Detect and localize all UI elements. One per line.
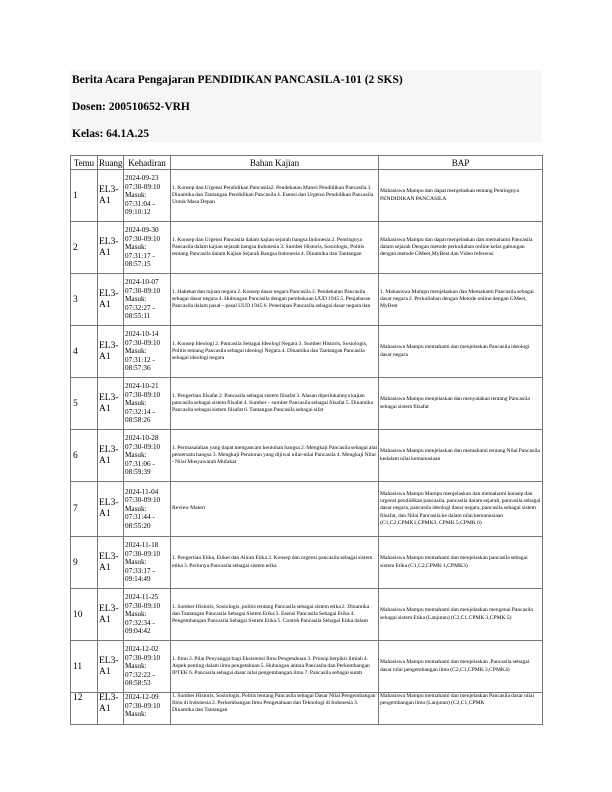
- kehadiran-hadir: 07:33:17 - 09:14:49: [125, 566, 155, 584]
- kehadiran-jam: 07:30-09:10: [125, 286, 161, 295]
- course-title: Berita Acara Pengajaran PENDIDIKAN PANCASILA-101 (2 SKS): [72, 74, 403, 86]
- kehadiran-tgl: 2024-10-14: [125, 330, 159, 339]
- cell-bahan-kajian: 1. Sumber Historis, Sosiologis, Politis tentang Pancasila sebagai Dasar Nilai Pengembangan Ilmu di Indonesia 2. Perkembangan Ilmu Pengetahuan dan Teknologi di Indonesia 3. Dinamika dan Tantangan: [171, 693, 379, 725]
- cell-kehadiran: [124, 537, 171, 589]
- cell-kehadiran: [124, 693, 171, 725]
- cell-kehadiran: [124, 641, 171, 693]
- cell-bap: Mahasiswa Mampu memahami dan menjelaskan pancasila sebagai sistem Etika (C1,C2,CPMK 1,CPMK3): [379, 537, 543, 589]
- kehadiran-tgl: 2024-11-25: [125, 593, 159, 602]
- cell-temu: 10: [71, 589, 98, 641]
- kehadiran-masuk: Masuk:: [125, 191, 147, 200]
- kehadiran-hadir: 07:32:14 - 08:58:26: [125, 407, 155, 425]
- cell-ruang: EL3-A1: [98, 430, 124, 482]
- cell-temu: 7: [71, 482, 98, 537]
- table-row: [71, 641, 543, 693]
- kehadiran-masuk: Masuk:: [125, 243, 147, 252]
- table-header-row: [71, 156, 543, 170]
- table-row: [71, 378, 543, 430]
- cell-ruang: EL3-A1: [98, 378, 124, 430]
- kehadiran-jam: 07:30-09:10: [125, 549, 161, 558]
- cell-kehadiran: [124, 430, 171, 482]
- cell-temu: 11: [71, 641, 98, 693]
- col-kehadiran-header: Kehadiran: [124, 156, 171, 170]
- attendance-table: [70, 155, 543, 725]
- cell-bahan-kajian: 1. Konsep dan Urgensi Pendidikan Pancasila2. Pendekatan Materi Pendidikan Pancasila 3. Dinamika dan Tantangan Pendidikan Pancasila 4. Esensi dan Urgensi Pendidikan Pancasila Untuk Masa Depan: [171, 170, 379, 222]
- cell-bap: Mahasiswa Mampu dan dapat menjelaskan tentang Pentingnya PENDIDIKAN PANCASILA: [379, 170, 543, 222]
- cell-kehadiran: [124, 482, 171, 537]
- cell-temu: 12: [71, 693, 98, 725]
- kehadiran-tgl: 2024-10-28: [125, 434, 159, 443]
- cell-kehadiran: [124, 326, 171, 378]
- kehadiran-tgl: 2024-11-04: [125, 487, 159, 496]
- cell-ruang: EL3-A1: [98, 170, 124, 222]
- kehadiran-masuk: Masuk:: [125, 710, 147, 718]
- kehadiran-tgl: 2024-09-30: [125, 226, 159, 235]
- col-bap-header: BAP: [379, 156, 543, 170]
- kehadiran-hadir: 07:32:34 - 09:04:42: [125, 618, 155, 636]
- kehadiran-hadir: 07:31:44 - 08:55:20: [125, 513, 155, 530]
- cell-temu: 2: [71, 222, 98, 274]
- kehadiran-tgl: 2024-10-21: [125, 382, 159, 391]
- cell-bap: 1. Mahasiswa Mampu menjelaskan dan Memahami Pancasila sebagai dasar negara 2. Perkuliahan dengan Metode online dengan GMeet, MyBest: [379, 274, 543, 326]
- cell-temu: 3: [71, 274, 98, 326]
- cell-ruang: EL3-A1: [98, 641, 124, 693]
- kehadiran-masuk: Masuk:: [125, 662, 147, 671]
- kehadiran-hadir: 07:31:17 - 08:57:15: [125, 251, 155, 269]
- kehadiran-hadir: 07:31:04 - 09:10:12: [125, 199, 155, 217]
- cell-temu: 1: [71, 170, 98, 222]
- kehadiran-jam: 07:30-09:10: [125, 701, 161, 710]
- table-row: [71, 170, 543, 222]
- kehadiran-tgl: 2024-12-09: [125, 693, 159, 701]
- cell-temu: 9: [71, 537, 98, 589]
- cell-ruang: EL3-A1: [98, 693, 124, 725]
- cell-bahan-kajian: Review Materi: [171, 482, 379, 537]
- cell-temu: 5: [71, 378, 98, 430]
- cell-bahan-kajian: 1. Sumber Historis, Sosiologis, politis tentang Pancasila sebagai sistem etika 2. Dinamika dan Tantangan Pancasila Sebagai Sistem Etika 3. Esensi Pancasila Sebagai Etika 4. Pengembangan Pancasila Sebagai Sistem Etika 5. Contoh Pancasila Sebagai Etika dalam: [171, 589, 379, 641]
- kehadiran-hadir: 07:32:27 - 08:55:11: [125, 303, 155, 321]
- cell-temu: 4: [71, 326, 98, 378]
- cell-ruang: EL3-A1: [98, 274, 124, 326]
- kehadiran-masuk: Masuk:: [125, 399, 147, 408]
- kehadiran-jam: 07:30-09:10: [125, 496, 161, 505]
- cell-kehadiran: [124, 170, 171, 222]
- cell-bap: Mahasiswa Mampu memahami dan menjelaskan mengenai Pancasila sebagai sistem Etika (Lanjutan) (C2,C1,CPMK 3,CPMK 5): [379, 589, 543, 641]
- cell-ruang: EL3-A1: [98, 222, 124, 274]
- kehadiran-hadir: 07:32:22 - 08:58:53: [125, 670, 155, 688]
- kehadiran-jam: 07:30-09:10: [125, 338, 161, 347]
- kehadiran-masuk: Masuk:: [125, 558, 147, 567]
- kehadiran-jam: 07:30-09:10: [125, 653, 161, 662]
- cell-bahan-kajian: 1. Ilmu 2. Pilar Penyangga bagi Eksistensi Ilmu Pengetahuan 3. Prinsip berpikir ilmiah 4. Aspek penting dalam ilmu pengetahuan 5. Hubungan antara Pancasila dan Perkembangan IPTEK 6. Pancasila sebagai dasar nilai pengembangan ilmu 7. Pancasila sebagai sumb: [171, 641, 379, 693]
- cell-temu: 6: [71, 430, 98, 482]
- cell-bap: Mahasiswa Mampu dan dapat menjelaskan dan memahami Pancasila dalam sejarah Dengan metode perkuliahan online kelas gabungan dengan metode GMeet,MyBest dan Video referensi: [379, 222, 543, 274]
- cell-bap: Mahasiswa Mampu memahami dan menjelaskan Pancasila ideologi dasar negara: [379, 326, 543, 378]
- cell-kehadiran: [124, 222, 171, 274]
- table-row: [71, 430, 543, 482]
- kehadiran-jam: 07:30-09:10: [125, 442, 161, 451]
- cell-bap: Mahasiswa Mampu menjelaskan dan menyatakan tentang Pancasila sebagai sistem filsafat: [379, 378, 543, 430]
- kehadiran-tgl: 2024-11-18: [125, 541, 159, 550]
- cell-bap: Mahasiswa Mampu menjelaskan dan memahami tentang Nilai Pancasila kedalam nilai kemanusiaan: [379, 430, 543, 482]
- cell-bahan-kajian: 1. Konsep dan Urgensi Pancasila dalam kajian sejarah bangsa Indonesia 2. Pentingnya Pancasila dalam kajian sejarah bangsa Indonesia 3. Sumber Historis, Sosiologis, Politis tentang Pancasila dalam Kajian Sejarah Bangsa Indonesia 4. Dinamika dan Tantangan: [171, 222, 379, 274]
- kehadiran-tgl: 2024-10-07: [125, 278, 159, 287]
- cell-bap: Mahasiswa Mampu memahami dan menjelaskan .Pancasila sebagai dasar nilai pengembangan ilmu (C2,C1,CPMK 3,CPMK4): [379, 641, 543, 693]
- cell-kehadiran: [124, 378, 171, 430]
- kehadiran-jam: 07:30-09:10: [125, 234, 161, 243]
- kehadiran-hadir: 07:31:06 - 08:59:39: [125, 459, 155, 477]
- table-row: [71, 589, 543, 641]
- kehadiran-masuk: Masuk:: [125, 347, 147, 356]
- cell-bahan-kajian: 1. Konsep Ideologi 2. Pancasila Sebagai Ideologi Negara 3. Sumber Historis, Sosiologis, Politis tentang Pancasila sebagai ideologi Negara 4. Dinamika dan Tantangan Pancasila sebagai ideologi negara: [171, 326, 379, 378]
- class-id: Kelas: 64.1A.25: [72, 128, 149, 140]
- kehadiran-tgl: 2024-09-23: [125, 174, 159, 183]
- table-row: [71, 693, 543, 725]
- table-row: [71, 222, 543, 274]
- table-row: [71, 482, 543, 537]
- col-temu-header: Temu: [71, 156, 98, 170]
- table-row: [71, 326, 543, 378]
- kehadiran-tgl: 2024-12-02: [125, 645, 159, 654]
- col-ruang-header: Ruang: [99, 157, 123, 168]
- kehadiran-masuk: Masuk:: [125, 504, 147, 513]
- cell-kehadiran: [124, 274, 171, 326]
- col-bahan-header: Bahan Kajian: [171, 156, 379, 170]
- table-row: [71, 274, 543, 326]
- cell-bap: Mahasiswa Mampu Mampu menjelaskan dan memahami konsep dan urgensi pendidikan pancasila, pancasila dalam sejarah, pancasila sebagai dasar negara, pancasila ideologi dasar negara, pancasila sebagai sistem filsafat, dan Nilai Pancasila ke dalam nilai kemanusiaan (C1,C2,CPMK1,CPMK3, CPMK 5,CPMK 6): [379, 482, 543, 537]
- cell-bap: Mahasiswa Mampu memahami dan menjelaskan Pancasila dasar nilai pengembangan ilmu (Lanjutan) (C2,C1,CPMK: [379, 693, 543, 725]
- cell-bahan-kajian: 1. Pengertian filsafat 2. Pancasila sebagai sistem filsafat 3. Alasan diperlukannya kajian pancasila sebagai sistem filsafat 4. Sumber – sumber Pancasila sebagai filsafat 5. Dinamika Pancasila sebagai sistem filsafat 6. Tantangan Pancasila sebagai sifat: [171, 378, 379, 430]
- kehadiran-jam: 07:30-09:10: [125, 182, 161, 191]
- kehadiran-masuk: Masuk:: [125, 295, 147, 304]
- cell-bahan-kajian: 1. Pengertian Etika, Etiket dan Aliran Etika 2. Konsep dan urgensi pancasila sebagai sistem etika 3. Perlunya Pancasila sebagai sistem etika: [171, 537, 379, 589]
- cell-bahan-kajian: 1. Permasalahan yang dapat mengancam keutuhan bangsa 2. Mengkaji Pancasila sebagai alat pemersatu bangsa 3. Mengkaji Peraturan yang dijiwai nilai-nilai Pancasila 4. Mengkaji Nilai - Nilai Musyawarah Mufakat: [171, 430, 379, 482]
- kehadiran-masuk: Masuk:: [125, 451, 147, 460]
- kehadiran-jam: 07:30-09:10: [125, 390, 161, 399]
- cell-bahan-kajian: 1. Hakekat dan tujuan negara 2. Konsep dasar negara Pancasila 3. Pendekatan Pancasila sebagai dasar negara 4. Hubungan Pancasila dengan pembukaan UUD 1945 5. Penjabaran Pancasila dalam pasal – pasal UUD 1945 6. Penerapan Pancasila sebagai dasar negara dan: [171, 274, 379, 326]
- cell-ruang: EL3-A1: [98, 482, 124, 537]
- kehadiran-jam: 07:30-09:10: [125, 601, 161, 610]
- cell-ruang: EL3-A1: [98, 537, 124, 589]
- kehadiran-masuk: Masuk:: [125, 610, 147, 619]
- cell-ruang: EL3-A1: [98, 326, 124, 378]
- kehadiran-hadir: 07:31:12 - 08:57:36: [125, 355, 155, 373]
- table-row: [71, 537, 543, 589]
- lecturer-id: Dosen: 200510652-VRH: [72, 101, 190, 113]
- cell-kehadiran: [124, 589, 171, 641]
- cell-ruang: EL3-A1: [98, 589, 124, 641]
